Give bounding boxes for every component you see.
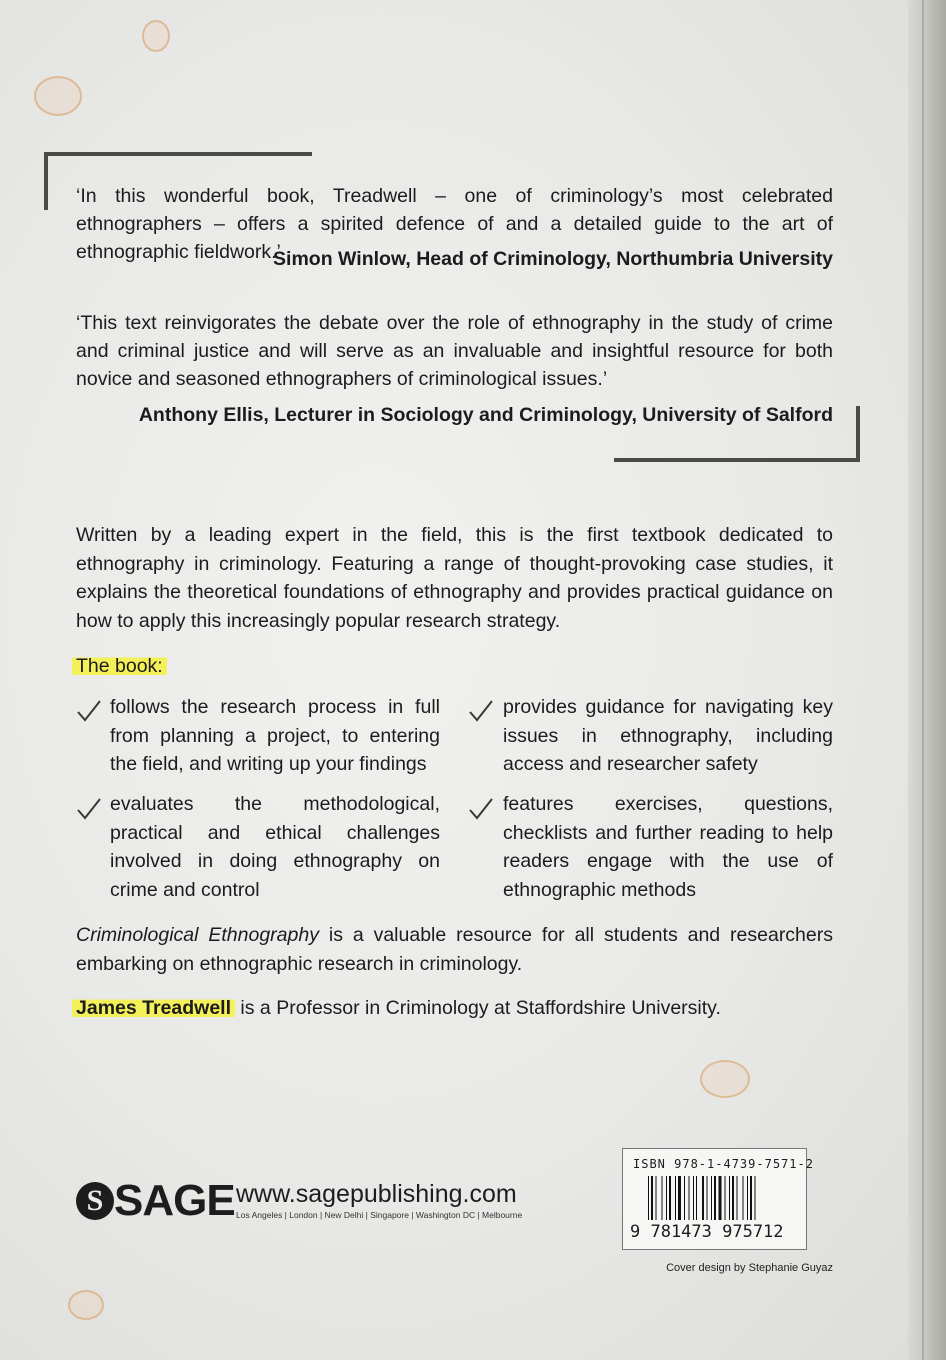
barcode-bar	[729, 1176, 730, 1220]
feature-item: follows the research process in full from planning a project, to entering the field, and writing up your findings	[110, 696, 440, 775]
checkmark-icon	[468, 796, 494, 822]
barcode-bar	[678, 1176, 681, 1220]
endorsement-attribution: Anthony Ellis, Lecturer in Sociology and Criminology, University of Salford	[138, 404, 833, 426]
barcode-bar	[702, 1176, 704, 1220]
barcode-bar	[651, 1176, 653, 1220]
barcode-bar	[707, 1176, 708, 1220]
barcode-bar	[689, 1176, 690, 1220]
sage-logo-mark: S	[76, 1182, 114, 1220]
publisher-website: www.sagepublishing.com	[236, 1180, 517, 1208]
barcode-bar	[750, 1176, 752, 1220]
bracket-bottom-right-horizontal	[614, 458, 860, 462]
bracket-top-left-vertical	[44, 152, 48, 210]
barcode-bar	[675, 1176, 676, 1220]
checkmark-icon	[468, 698, 494, 724]
isbn-label: ISBN 978-1-4739-7571-2	[633, 1157, 814, 1171]
features-heading: The book:	[72, 655, 167, 677]
checkmark-icon	[76, 796, 102, 822]
barcode-bar	[662, 1176, 663, 1220]
book-spine-edge	[908, 0, 946, 1360]
barcode-bar	[737, 1176, 738, 1220]
coffee-stain	[142, 20, 170, 52]
barcode-bar	[747, 1176, 748, 1220]
book-title: Criminological Ethnography	[76, 924, 319, 946]
sage-logo	[76, 1176, 235, 1225]
barcode-bar	[714, 1176, 716, 1220]
endorsement-quote: ‘This text reinvigorates the debate over the role of ethnography in the study of crime and criminal justice and will serve as an invaluable and insightful resource for both novice and seasoned ethnographers of criminological issues.’	[76, 312, 833, 390]
spine-crease	[922, 0, 924, 1360]
feature-item: features exercises, questions, checklists and further reading to help readers engage with the use of ethnographic methods	[503, 793, 833, 901]
features-heading-wrap	[76, 652, 833, 681]
barcode-bar	[648, 1176, 649, 1220]
book-summary	[76, 921, 833, 978]
barcode-bar	[693, 1176, 694, 1220]
book-description: Written by a leading expert in the field, this is the first textbook dedicated to ethnography in criminology. Featuring a range of thought-provoking case studies, it explains the theoretical foundations of ethnography and provides practical guidance on how to apply this increasingly popular research strategy.	[76, 524, 833, 632]
endorsement-attribution: Simon Winlow, Head of Criminology, Northumbria University	[273, 248, 833, 270]
isbn-digits: 9 781473 975712	[630, 1222, 784, 1242]
coffee-stain	[34, 76, 82, 116]
bracket-top-left-horizontal	[44, 152, 312, 156]
barcode-bar	[725, 1176, 726, 1220]
barcode-bar	[732, 1176, 734, 1220]
summary-text: is a valuable resource for all students and researchers embarking on ethnographic research in criminology.	[76, 924, 833, 975]
barcode-bar	[666, 1176, 667, 1220]
barcode-bar	[684, 1176, 685, 1220]
barcode-bar	[656, 1176, 657, 1220]
cover-credit: Cover design by Stephanie Guyaz	[666, 1262, 833, 1274]
author-bio	[76, 994, 833, 1023]
barcode-bar	[711, 1176, 712, 1220]
checkmark-icon	[76, 698, 102, 724]
coffee-stain	[68, 1290, 104, 1320]
barcode-bar	[743, 1176, 744, 1220]
publisher-cities: Los Angeles | London | New Delhi | Singapore | Washington DC | Melbourne	[236, 1210, 523, 1220]
feature-item: provides guidance for navigating key issues in ethnography, including access and researcher safety	[503, 696, 833, 775]
barcode-bar	[669, 1176, 671, 1220]
barcode-bar	[696, 1176, 697, 1220]
barcode-bar	[755, 1176, 756, 1220]
bracket-bottom-right-vertical	[856, 406, 860, 462]
endorsement-quote: ‘In this wonderful book, Treadwell – one of criminology’s most celebrated ethnographers – offers a spirited defence of and a detailed guide to the art of ethnographic fieldwork.’	[76, 185, 833, 263]
author-bio-text: is a Professor in Criminology at Staffordshire University.	[235, 997, 721, 1019]
author-name: James Treadwell	[72, 997, 235, 1019]
barcode-bar	[719, 1176, 722, 1220]
barcode	[648, 1176, 798, 1220]
sage-logo-wordmark: SAGE	[114, 1176, 235, 1225]
coffee-stain	[700, 1060, 750, 1098]
feature-item: evaluates the methodological, practical and ethical challenges involved in doing ethnography on crime and control	[110, 793, 440, 901]
